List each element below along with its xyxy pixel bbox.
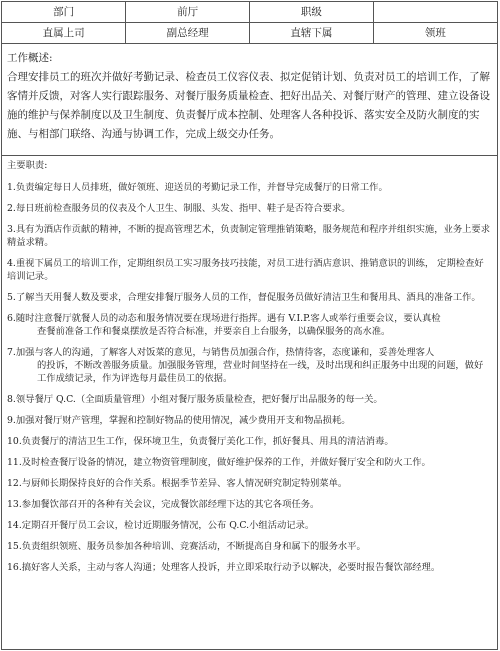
- duty-text: 13.参加餐饮部召开的各种有关会议，完成餐饮部经理下达的其它各项任务。: [7, 499, 320, 510]
- duty-item: [7, 257, 492, 283]
- duty-text: 5.了解当天用餐人数及要求，合理安排餐厅服务人员的工作，督促服务员做好清洁卫生和餐用具、酒具的准备工作。: [7, 292, 481, 303]
- duty-text: 15.负责组织领班、服务员参加各种培训、竞赛活动，不断提高自身和属下的服务水平。: [7, 541, 366, 552]
- supervisor-value: 副总经理: [126, 23, 250, 44]
- dept-value: 前厅: [126, 2, 250, 23]
- duty-item: [7, 519, 492, 532]
- rank-value: [373, 2, 497, 23]
- subordinate-value: 领班: [373, 23, 497, 44]
- header-table: [2, 2, 497, 44]
- duty-list: [7, 181, 492, 574]
- header-row: [2, 23, 497, 44]
- duty-item: [7, 291, 492, 304]
- dept-label: 部门: [2, 2, 126, 23]
- duties-title: 主要职责:: [7, 160, 48, 171]
- duty-item: [7, 561, 492, 574]
- duty-item: [7, 223, 492, 249]
- duty-text: 4.重视下属员工的培训工作，定期组织员工实习服务技巧技能，对员工进行酒店意识、推销意识的训练， 定期检查好培训记录。: [7, 258, 484, 282]
- rank-label: 职级: [250, 2, 374, 23]
- duty-text: 9.加强对餐厅财产管理，掌握和控制好物品的使用情况，减少费用开支和物品损耗。: [7, 415, 351, 426]
- job-description-sheet: [1, 1, 498, 650]
- duty-text: 14.定期召开餐厅员工会议，检讨近期服务情况，公布 Q.C.小组活动记录。: [7, 520, 315, 531]
- duty-item: [7, 540, 492, 553]
- duty-item: [7, 312, 492, 338]
- duty-continuation: 查餐前准备工作和餐桌摆放是否符合标准，并要亲自上台服务，以确保服务的高水准。: [37, 326, 391, 337]
- duty-text: 7.加强与客人的沟通，了解客人对饭菜的意见，与销售员加强合作，热情待客，态度谦和，妥善处理客人: [7, 347, 435, 358]
- duty-text: 2.每日班前检查服务员的仪表及个人卫生、制服、头发、指甲、鞋子是否符合要求。: [7, 203, 351, 214]
- duty-item: [7, 435, 492, 448]
- duty-text: 8.领导餐厅 Q.C.（全面质量管理）小组对餐厅服务质量检查，把好餐厅出品服务的每一关。: [7, 394, 383, 405]
- duty-text: 1.负责编定每日人员排班，做好领班、迎送员的考勤记录工作，并督导完成餐厅的日常工作。: [7, 182, 388, 193]
- duty-text: 16.搞好客人关系，主动与客人沟通；处理客人投诉，并立即采取行动予以解决，必要时报告餐饮部经理。: [7, 562, 441, 573]
- duty-item: [7, 181, 492, 194]
- overview-section: [2, 44, 497, 156]
- subordinate-label: 直辖下属: [250, 23, 374, 44]
- overview-title: 工作概述:: [7, 52, 53, 64]
- overview-text: 合理安排员工的班次并做好考勤记录、检查员工仪容仪表、拟定促销计划、负责对员工的培训工作，了解客情并反馈，对客人实行跟踪服务、对餐厅服务质量检查、把好出品关、对餐厅财产的管理、建立设备设施的维护与保养制度以及卫生制度、负责餐厅成本控制、处理客人各种投诉、落实安全及防火制度的实施、与相部门联络、沟通与协调工作，完成上级交办任务。: [7, 71, 490, 140]
- duty-item: [7, 498, 492, 511]
- duty-item: [7, 456, 492, 469]
- duties-section: [2, 156, 497, 574]
- duty-text: 12.与厨师长期保持良好的合作关系。根据季节差异、客人情况研究制定特别菜单。: [7, 478, 348, 489]
- duty-text: 3.具有为酒店作贡献的精神，不断的提高管理艺术，负责制定管理推销策略，服务规范和程序并组织实施，业务上要求精益求精。: [7, 224, 491, 248]
- duty-item: [7, 414, 492, 427]
- header-row: [2, 2, 497, 23]
- supervisor-label: 直属上司: [2, 23, 126, 44]
- duty-item: [7, 477, 492, 490]
- duty-item: [7, 393, 492, 406]
- duty-text: 10.负责餐厅的清洁卫生工作，保环境卫生，负责餐厅美化工作，抓好餐具、用具的清洁消毒。: [7, 436, 394, 447]
- duty-text: 6.随时注意餐厅就餐人员的动态和服务情况要在现场进行指挥。遇有 V.I.P.客人或举行重要会议，要认真检: [7, 313, 441, 324]
- duty-continuation: 的投诉，不断改善服务质量。加强服务管理，营业时间坚持在一线，及时出现和纠正服务中出现的问题，做好工作成绩记录，作为评选每月最佳员工的依据。: [37, 360, 484, 384]
- duty-item: [7, 346, 492, 385]
- duty-item: [7, 202, 492, 215]
- duty-text: 11.及时检查餐厅设备的情况，建立物资管理制度，做好维护保养的工作，并做好餐厅安全和防火工作。: [7, 457, 431, 468]
